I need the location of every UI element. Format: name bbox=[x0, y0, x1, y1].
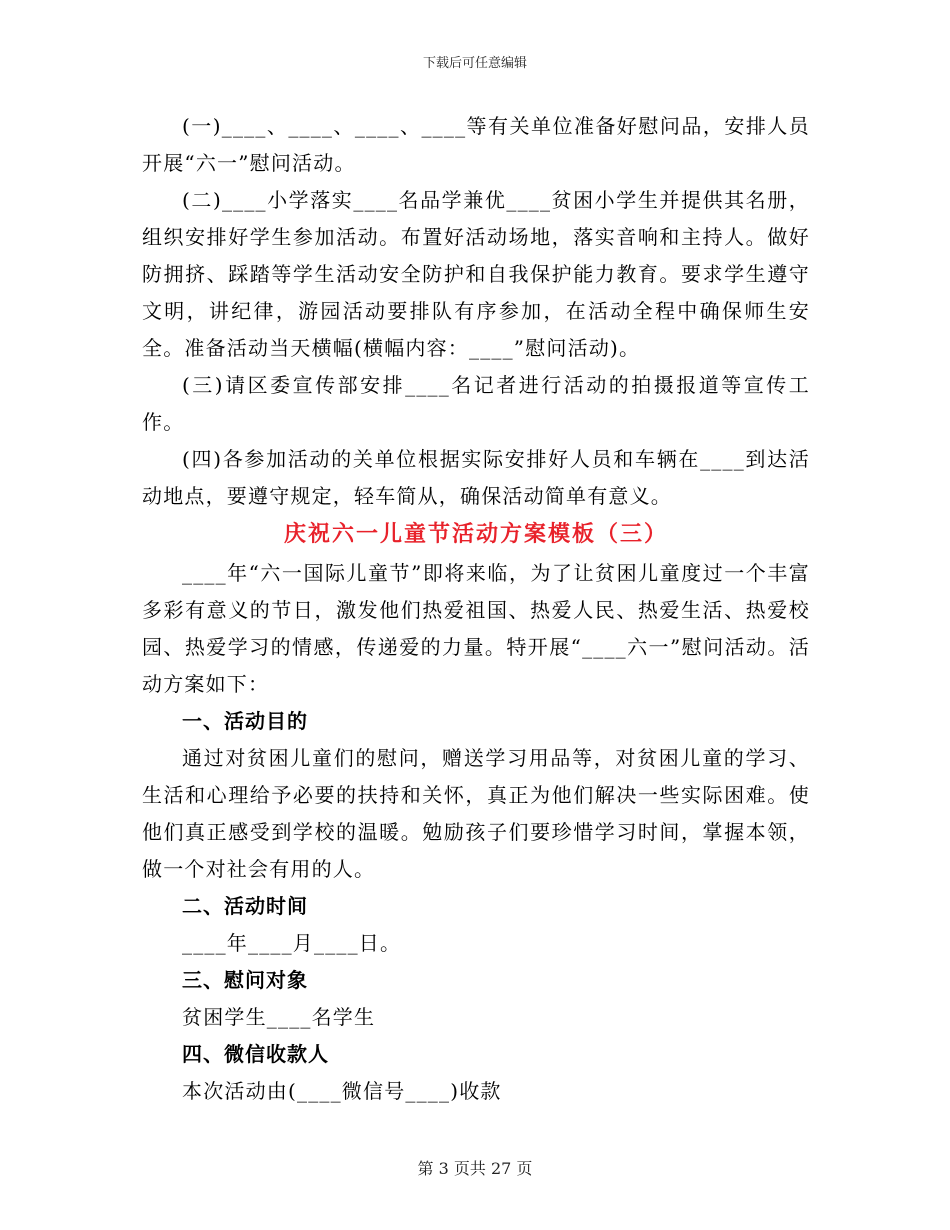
document-body bbox=[142, 108, 810, 1110]
page-footer: 第 3 页共 27 页 bbox=[417, 1159, 533, 1178]
intro-paragraph: ____年“六一国际儿童节”即将来临，为了让贫困儿童度过一个丰富多彩有意义的节日，激发他们热爱祖国、热爱人民、热爱生活、热爱校园、热爱学习的情感，传递爱的力量。特开展“____六一”慰问活动。活动方案如下： bbox=[142, 561, 810, 696]
heading-recipients: 三、慰问对象 bbox=[182, 968, 308, 992]
time-paragraph: ____年____月____日。 bbox=[182, 931, 402, 955]
paragraph-item-1: (一)____、____、____、____等有关单位准备好慰问品，安排人员开展“六一”慰问活动。 bbox=[142, 114, 810, 175]
purpose-paragraph: 通过对贫困儿童们的慰问，赠送学习用品等，对贫困儿童的学习、生活和心理给予必要的扶持和关怀，真正为他们解决一些实际困难。使他们真正感受到学校的温暖。勉励孩子们要珍惜学习时间，掌握本领，做一个对社会有用的人。 bbox=[142, 746, 810, 881]
payee-paragraph: 本次活动由(____微信号____)收款 bbox=[182, 1079, 502, 1103]
heading-payee: 四、微信收款人 bbox=[182, 1042, 329, 1066]
heading-purpose: 一、活动目的 bbox=[182, 709, 308, 733]
heading-time: 二、活动时间 bbox=[182, 894, 308, 918]
section-title: 庆祝六一儿童节活动方案模板（三） bbox=[283, 522, 668, 547]
page-header: 下载后可任意编辑 bbox=[422, 56, 527, 71]
paragraph-item-2: (二)____小学落实____名品学兼优____贫困小学生并提供其名册，组织安排好学生参加活动。布置好活动场地，落实音响和主持人。做好防拥挤、踩踏等学生活动安全防护和自我保护能力教育。要求学生遵守文明，讲纪律，游园活动要排队有序参加，在活动全程中确保师生安全。准备活动当天横幅(横幅内容：____”慰问活动)。 bbox=[142, 188, 810, 360]
recipients-paragraph: 贫困学生____名学生 bbox=[182, 1005, 376, 1029]
paragraph-item-4: (四)各参加活动的关单位根据实际安排好人员和车辆在____到达活动地点，要遵守规定，轻车简从，确保活动简单有意义。 bbox=[142, 447, 810, 508]
paragraph-item-3: (三)请区委宣传部安排____名记者进行活动的拍摄报道等宣传工作。 bbox=[142, 373, 810, 434]
